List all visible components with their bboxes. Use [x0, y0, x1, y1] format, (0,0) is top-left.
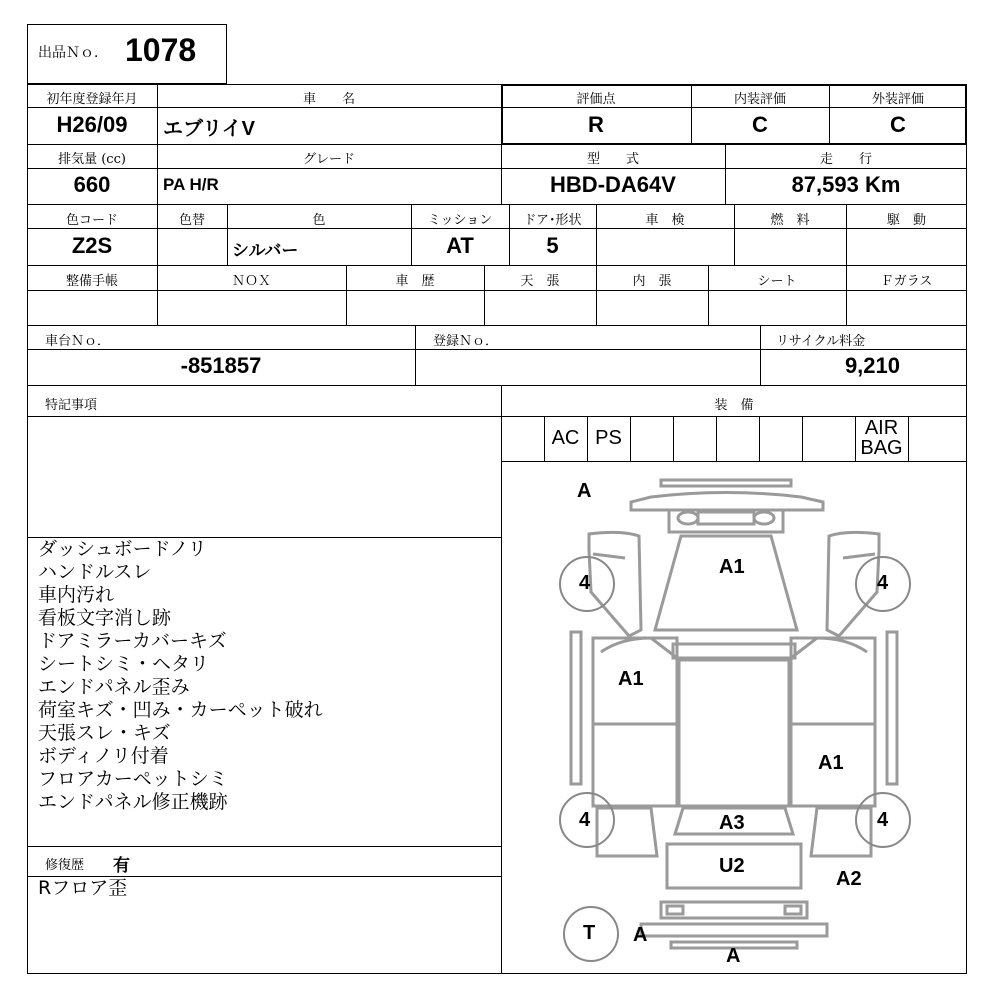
- doors-value: 5: [546, 233, 559, 258]
- reg-no-header: 登録Ｎｏ．: [433, 334, 499, 349]
- exterior-header: 外装評価: [871, 92, 924, 107]
- airbag-line1: AIR: [864, 417, 899, 439]
- reg-date-header: 初年度登録年月: [46, 92, 138, 107]
- nox-header: ＮＯＸ: [231, 274, 271, 289]
- score-header: 評価点: [576, 92, 616, 107]
- color-code-value: Z2S: [71, 233, 113, 258]
- mileage-header: 走 行: [819, 152, 872, 167]
- car-diagram: [501, 462, 967, 974]
- remark-line: 看板文字消し跡: [38, 607, 172, 629]
- color-header: 色: [312, 213, 326, 228]
- airbag-line2: BAG: [860, 437, 903, 459]
- displacement-header: 排気量 (cc): [58, 152, 126, 167]
- interior-value: C: [752, 112, 768, 137]
- service-record-header: 整備手帳: [65, 274, 118, 289]
- color-value: シルバー: [232, 241, 299, 260]
- remark-line: ドアミラーカバーキズ: [38, 630, 227, 652]
- roof-header: 天 張: [520, 274, 560, 289]
- equipment-ps: PS: [595, 427, 622, 449]
- recycle-header: リサイクル料金: [776, 334, 866, 349]
- car-name-value: エブリイV: [163, 118, 255, 140]
- repair-label: 修復歴: [45, 858, 85, 873]
- history-header: 車 歴: [395, 274, 435, 289]
- repair-value: 有: [113, 856, 130, 875]
- remark-line: 荷室キズ・凹み・カーペット破れ: [38, 699, 323, 721]
- color-code-header: 色コード: [65, 213, 118, 228]
- remark-line: ハンドルスレ: [38, 561, 152, 583]
- model-value: HBD-DA64V: [550, 172, 676, 197]
- tire-front-right: 4: [877, 572, 889, 594]
- damage-mark: A1: [618, 668, 644, 690]
- lot-number: 1078: [125, 32, 197, 68]
- inspection-header: 車 検: [645, 213, 685, 228]
- transmission-value: AT: [446, 233, 474, 258]
- grade-header: グレード: [302, 152, 355, 167]
- interior-header: 内装評価: [733, 92, 786, 107]
- drive-header: 駆 動: [886, 213, 926, 228]
- equipment-ac: AC: [551, 427, 580, 449]
- fuel-header: 燃 料: [770, 213, 810, 228]
- damage-mark: A1: [818, 752, 844, 774]
- repair-detail: Rフロア歪: [38, 877, 128, 899]
- chassis-value: -851857: [180, 353, 262, 378]
- tire-rear-right: 4: [877, 809, 889, 831]
- tire-rear-left: 4: [579, 809, 591, 831]
- damage-mark: U2: [719, 855, 745, 877]
- chassis-header: 車台Ｎｏ．: [45, 334, 111, 349]
- remark-line: フロアカーペットシミ: [38, 768, 228, 790]
- remark-line: エンドパネル歪み: [38, 676, 190, 698]
- displacement-value: 660: [73, 172, 111, 197]
- remark-line: ダッシュボードノリ: [38, 538, 207, 560]
- remarks-list: [38, 538, 323, 814]
- repaint-header: 色替: [178, 213, 205, 228]
- model-header: 型 式: [586, 152, 639, 167]
- equipment-airbag: [855, 418, 908, 458]
- remark-line: 車内汚れ: [38, 584, 115, 606]
- remarks-label: 特記事項: [45, 398, 98, 413]
- damage-mark: A2: [836, 868, 862, 890]
- tire-spare: T: [583, 922, 596, 944]
- interior-trim-header: 内 張: [632, 274, 672, 289]
- grade-value: PA H/R: [163, 175, 219, 194]
- glass-header: Ｆガラス: [880, 274, 933, 289]
- damage-mark: A3: [719, 812, 745, 834]
- recycle-value: 9,210: [844, 353, 900, 378]
- doors-header: ドア･形状: [523, 213, 582, 228]
- remark-line: ボディノリ付着: [38, 745, 169, 767]
- equipment-label: 装 備: [714, 398, 754, 413]
- damage-mark: A: [577, 480, 592, 502]
- car-name-header: 車 名: [302, 92, 355, 107]
- remark-line: シートシミ・ヘタリ: [38, 653, 210, 675]
- damage-mark: A: [633, 924, 648, 946]
- damage-mark: A: [726, 945, 741, 967]
- remark-line: 天張スレ・キズ: [38, 722, 171, 744]
- damage-mark: A1: [719, 556, 745, 578]
- score-value: R: [588, 112, 604, 137]
- reg-date-value: H26/09: [56, 112, 128, 137]
- seat-header: シート: [757, 274, 797, 289]
- remark-line: エンドパネル修正機跡: [38, 791, 228, 813]
- tire-front-left: 4: [579, 572, 591, 594]
- mileage-value: 87,593 Km: [791, 172, 901, 197]
- exterior-value: C: [890, 112, 906, 137]
- transmission-header: ミッション: [427, 213, 493, 228]
- lot-number-label: 出品Ｎｏ．: [38, 45, 108, 61]
